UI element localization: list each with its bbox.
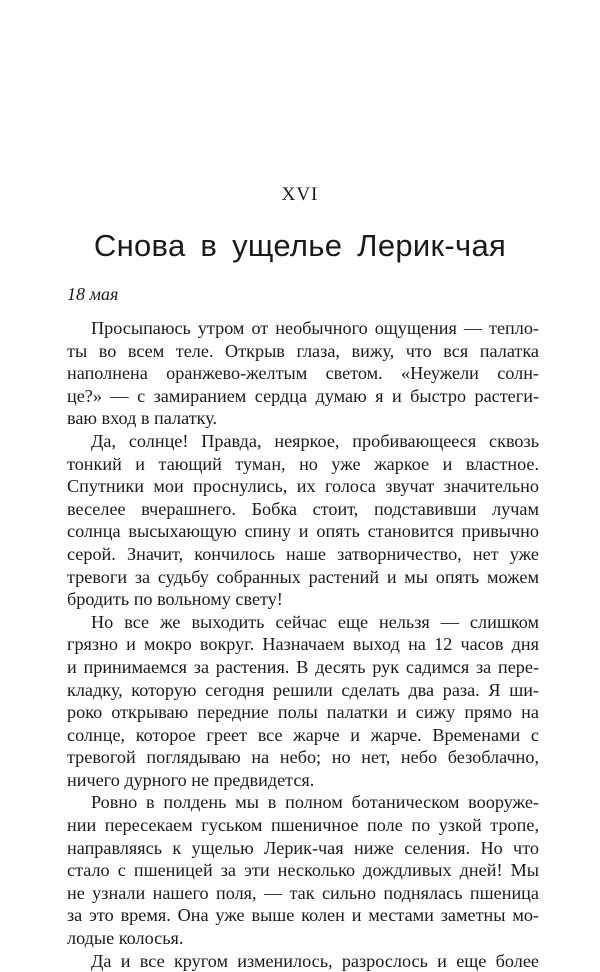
text-line: наполнена оранжево-желтым светом. «Неужели солн-	[67, 363, 539, 384]
text-line: Ровно в полдень мы в полном ботаническом вооруже-	[91, 792, 539, 813]
text-line: направляясь к ущелью Лерик-чая ниже селения. Но что	[67, 837, 539, 858]
text-line: лодые колосья.	[67, 928, 184, 949]
text-line: це?» — с замиранием сердца думаю я и быстро растеги-	[67, 385, 539, 406]
text-line: бродить по вольному свету!	[67, 589, 283, 610]
entry-date: 18 мая	[67, 284, 119, 304]
text-line: солнце, которое греет все жарче и жарче. Временами с	[67, 724, 539, 745]
text-line: и принимаемся за растения. В десять рук садимся за пере-	[67, 656, 539, 677]
chapter-number: XVI	[281, 184, 319, 205]
text-line: солнца высыхающую спину и опять становится привычно	[67, 521, 539, 542]
text-line: Просыпаюсь утром от необычного ощущения — тепло-	[91, 318, 539, 338]
text-line: веселее вчерашнего. Бобка стоит, подставивши лучам	[67, 498, 539, 519]
text-line: кладку, которую сегодня решили сделать два раза. Я ши-	[67, 679, 539, 700]
text-line: ваю вход в палатку.	[67, 408, 218, 429]
text-line: не узнали нашего поля, — так сильно поднялась пшеница	[67, 882, 539, 903]
text-line: за это время. Она уже выше колен и местами заметны мо-	[67, 905, 539, 926]
text-line: грязно и мокро вокруг. Назначаем выход на 12 часов дня	[67, 634, 539, 655]
chapter-title: Снова в ущелье Лерик-чая	[93, 228, 507, 263]
text-line: нии пересекаем гуськом пшеничное поле по узкой тропе,	[67, 815, 539, 836]
text-line: тревогой поглядываю на небо; но нет, небо безоблачно,	[67, 747, 539, 768]
text-line: Да, солнце! Правда, неяркое, пробивающееся сквозь	[91, 430, 539, 451]
text-line: стало с пшеницей за эти несколько дождливых дней! Мы	[67, 860, 539, 881]
text-line: Да и все кругом изменилось, разрослось и еще более	[91, 950, 539, 971]
text-line: роко открываю передние полы палатки и сижу прямо на	[67, 702, 539, 723]
text-line: ты во всем теле. Открыв глаза, вижу, что вся палатка	[67, 340, 539, 361]
text-line: Спутники мои проснулись, их голоса звучат значительно	[67, 476, 539, 497]
text-line: тревоги за судьбу собранных растений и мы опять можем	[67, 566, 539, 587]
text-line: Но все же выходить сейчас еще нельзя — слишком	[91, 611, 539, 632]
text-line: тонкий и тающий туман, но уже жаркое и властное.	[67, 453, 539, 474]
body-text	[67, 317, 539, 972]
text-line: серой. Значит, кончилось наше затворничество, нет уже	[67, 543, 539, 564]
text-line: ничего дурного не предвидется.	[67, 769, 315, 790]
